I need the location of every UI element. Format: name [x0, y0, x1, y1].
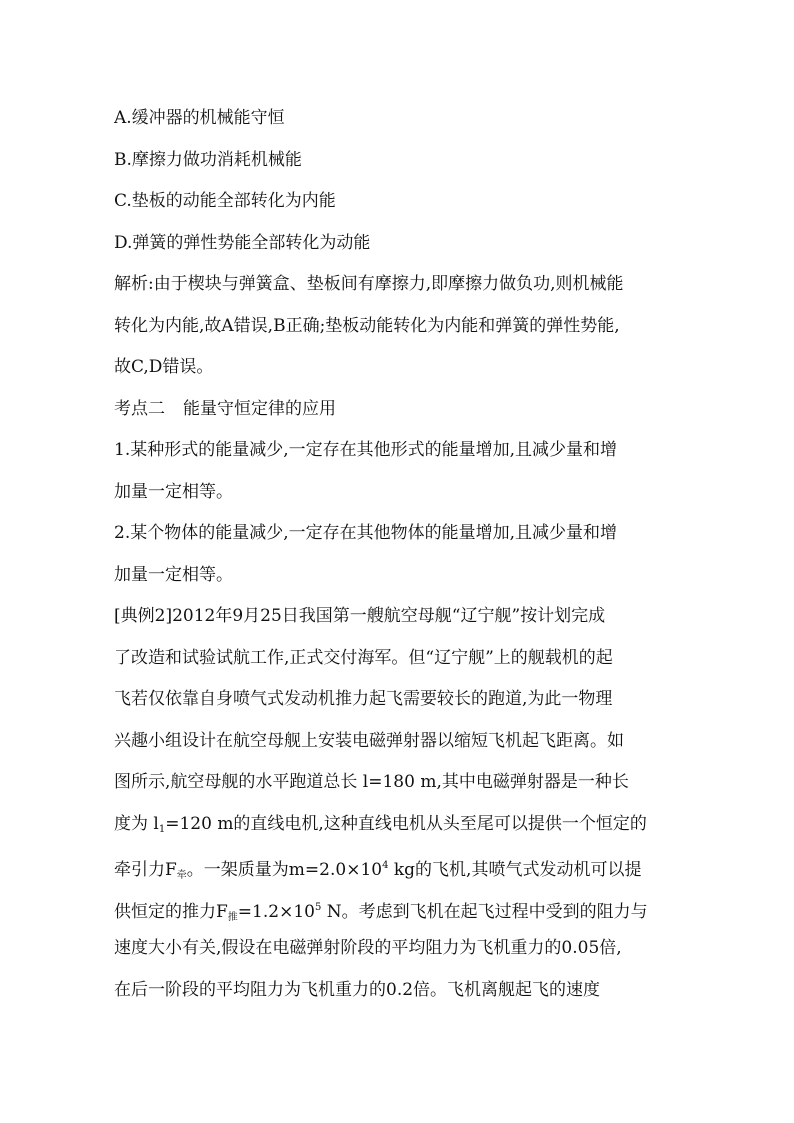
point-2-line: 加量一定相等。 — [114, 564, 233, 585]
superscript: 5 — [314, 901, 322, 913]
section-title: 能量守恒定律的应用 — [183, 398, 336, 419]
example-line: [典例2]2012年9月25日我国第一艘航空母舰“辽宁舰”按计划完成 — [114, 606, 606, 626]
option-d: D.弹簧的弹性势能全部转化为动能 — [114, 232, 371, 253]
analysis-line: 转化为内能,故A错误,B正确;垫板动能转化为内能和弹簧的弹性势能, — [114, 315, 620, 336]
text-run: =120 m的直线电机,这种直线电机从头至尾可以提供一个恒定的 — [165, 813, 647, 834]
option-c: C.垫板的动能全部转化为内能 — [114, 191, 336, 211]
example-line: 兴趣小组设计在航空母舰上安装电磁弹射器以缩短飞机起飞距离。如 — [114, 730, 624, 751]
option-b: B.摩擦力做功消耗机械能 — [114, 149, 302, 170]
analysis-line: 故C,D错误。 — [114, 357, 214, 377]
text-run: 度为 l — [114, 813, 159, 834]
text-run: =1.2×10 — [237, 901, 315, 922]
section-label: 考点二 — [114, 398, 165, 419]
analysis-line: 解析:由于楔块与弹簧盒、垫板间有摩擦力,即摩擦力做负功,则机械能 — [114, 274, 624, 294]
section-heading — [114, 389, 689, 431]
superscript: 4 — [382, 860, 389, 871]
text-run: kg的飞机,其喷气式发动机可以提 — [388, 860, 642, 880]
option-a: A.缓冲器的机械能守恒 — [114, 108, 285, 128]
example-line — [114, 845, 689, 887]
example-line: 飞若仅依靠自身喷气式发动机推力起飞需要较长的跑道,为此一物理 — [114, 689, 613, 709]
example-line: 图所示,航空母舰的水平跑道总长 l=180 m,其中电磁弹射器是一种长 — [114, 772, 629, 792]
example-line: 了改造和试验试航工作,正式交付海军。但“辽宁舰”上的舰载机的起 — [114, 647, 613, 668]
text-run: 供恒定的推力F — [114, 901, 228, 922]
point-2-line: 2.某个物体的能量减少,一定存在其他物体的能量增加,且减少量和增 — [114, 523, 618, 543]
subscript: 牵 — [176, 870, 187, 881]
point-1-line: 1.某种形式的能量减少,一定存在其他形式的能量增加,且减少量和增 — [114, 440, 618, 460]
example-line: 在后一阶段的平均阻力为飞机重力的0.2倍。飞机离舰起飞的速度 — [114, 979, 601, 1000]
point-1-line: 加量一定相等。 — [114, 481, 233, 502]
example-line: 速度大小有关,假设在电磁弹射阶段的平均阻力为飞机重力的0.05倍, — [114, 938, 622, 958]
example-line — [114, 887, 689, 929]
subscript: 推 — [227, 911, 238, 923]
text-run: 牵引力F — [114, 860, 177, 880]
text-run: N。考虑到飞机在起飞过程中受到的阻力与 — [321, 901, 648, 922]
text-run: 。一架质量为m=2.0×10 — [186, 860, 383, 880]
document-page — [114, 98, 689, 1011]
subscript: 1 — [158, 823, 166, 835]
example-line — [114, 804, 689, 846]
